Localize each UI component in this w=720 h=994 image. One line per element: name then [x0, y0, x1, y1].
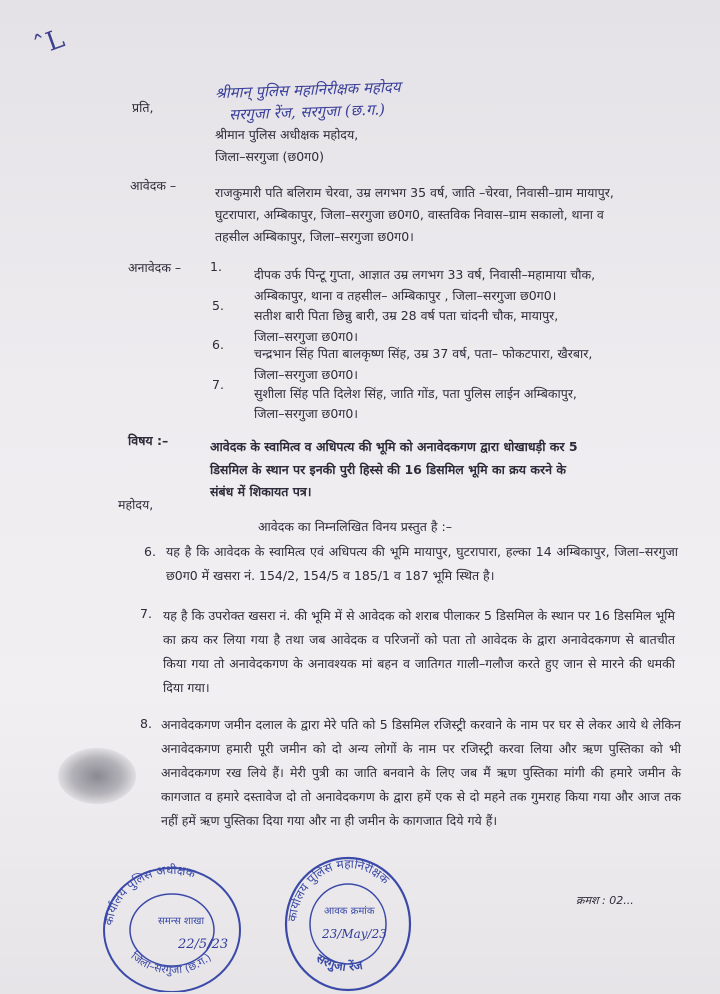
subject-label: विषय :–	[128, 433, 169, 448]
left-stamp-bottom-text: जिला–सरगुजा (छ.ग.)	[128, 949, 214, 977]
paragraph-text: अनावेदकगण जमीन दलाल के द्वारा मेरे पति को 5 डिसमिल रजिस्ट्री करवाने के नाम पर घर से लेकर आये थे लेकिन अनावेदकगण हमारी पूरी जमीन को दो अन्य लोगों के नाम पर रजिस्ट्री करवा लिया और ऋण पुस्तिका को भी अनावेदकगण रख लिये हैं। मेरी पुत्री का जाति बनवाने के लिए जब मैं ऋण पुस्तिका मांगी की हमारे जमीन के कागजात व हमारे दस्तावेज दो तो अनावेदकगण के द्वारा हमें एक से दो महने तक गुमराह किया गया और आज तक नहीं हमें ऋण पुस्तिका दिया गया और ना ही जमीन के कागजात दिये गये हैं।	[161, 717, 681, 828]
subject-line2: डिसमिल के स्थान पर इनकी पुरी हिस्से की 16 डिसमिल भूमि का क्रय करने के	[210, 462, 566, 477]
respondent-line: सतीश बारी पिता छिन्नु बारी, उम्र 28 वर्ष पता चांदनी चौक, मायापुर,	[254, 308, 559, 323]
intro-line: आवेदक का निम्नलिखित विनय प्रस्तुत है :–	[258, 519, 452, 534]
right-stamp-outer-text: कार्यालय पुलिस महानिरीक्षक	[284, 856, 393, 923]
right-stamp-bottom-text: सरगुजा रेंज	[313, 950, 364, 974]
left-stamp-date: 22/5/23	[178, 937, 229, 952]
paragraph-text: यह है कि उपरोक्त खसरा नं. की भूमि में से आवेदक को शराब पीलाकर 5 डिसमिल के स्थान पर 16 डिसमिल भूमि का क्रय कर लिया गया है तथा जब आवेदक व परिजनों को पता तो आवेदक के द्वारा अनावेदकगण से बातचीत किया गया तो अनावेदकगण के अनावश्यक मां बहन व जातिगत गाली–गलौज करते हुए जान से मारने की धमकी दिया गया।	[163, 608, 675, 695]
left-stamp-inner-text: समन्स शाखा	[158, 916, 205, 927]
subject-line3: संबंध में शिकायत पत्र।	[210, 484, 312, 499]
applicant-line1: राजकुमारी पति बलिराम चेरवा, उम्र लगभग 35 वर्ष, जाति –चेरवा, निवासी–ग्राम मायापुर,	[215, 185, 614, 200]
paragraph-num: 8.	[140, 716, 152, 731]
paragraph-num: 7.	[140, 606, 152, 621]
respondent-line: सुशीला सिंह पति दिलेश सिंह, जाति गोंड, पता पुलिस लाईन अम्बिकापुर,	[254, 386, 577, 401]
subject-line1: आवेदक के स्वामित्व व अधिपत्य की भूमि को अनावेदकगण द्वारा धोखाधड़ी कर 5	[210, 439, 578, 454]
salutation: महोदय,	[118, 497, 154, 512]
applicant-label: आवेदक –	[130, 178, 177, 193]
applicant-line2: घुटरापारा, अम्बिकापुर, जिला–सरगुजा छ0ग0, वास्तविक निवास–ग्राम सकालो, थाना व	[215, 207, 604, 222]
respondents-label: अनावेदक –	[128, 260, 182, 275]
respondent-line: जिला–सरगुजा छ0ग0।	[254, 406, 359, 421]
handwritten-addressee-line1: श्रीमान् पुलिस महानिरीक्षक महोदय	[214, 77, 401, 103]
respondent-num: 5.	[212, 298, 224, 313]
respondent-line: दीपक उर्फ पिन्टू गुप्ता, आज्ञात उम्र लगभग 33 वर्ष, निवासी–महामाया चौक,	[254, 267, 596, 282]
corner-handwriting: ˆL	[29, 23, 69, 63]
address-line2: जिला–सरगुजा (छ0ग0)	[215, 149, 325, 164]
prati-label: प्रति,	[132, 100, 154, 115]
respondent-line: चन्द्रभान सिंह पिता बालकृष्ण सिंह, उम्र 37 वर्ष, पता– फोकटपारा, खैरबार,	[254, 346, 593, 361]
paragraph-text: यह है कि आवेदक के स्वामित्व एवं अधिपत्य की भूमि मायापुर, घुटरापारा, हल्का 14 अम्बिकापुर, जिला–सरगुजा छ0ग0 में खसरा नं. 154/2, 154/5 व 185/1 व 187 भूमि स्थित है।	[166, 544, 678, 583]
left-office-stamp	[96, 852, 248, 992]
thumbprint	[58, 748, 136, 804]
right-stamp-inner-text: आवक क्रमांक	[324, 906, 375, 917]
respondent-num: 7.	[212, 377, 224, 392]
respondent-line: अम्बिकापुर, थाना व तहसील– अम्बिकापुर , जिला–सरगुजा छ0ग0।	[254, 288, 557, 303]
handwritten-addressee-line2: सरगुजा रेंज, सरगुजा (छ.ग.)	[228, 100, 386, 124]
applicant-line3: तहसील अम्बिकापुर, जिला–सरगुजा छ0ग0।	[215, 229, 414, 244]
right-stamp-date: 23/May/23	[322, 927, 387, 941]
respondent-line: जिला–सरगुजा छ0ग0।	[254, 367, 359, 382]
left-stamp-outer-text: कार्यालय पुलिस अधीक्षक	[101, 862, 197, 927]
respondent-num: 1.	[210, 259, 222, 274]
right-office-stamp	[278, 848, 418, 992]
respondent-num: 6.	[212, 337, 224, 352]
continued-footer: क्रमश : 02...	[576, 894, 634, 907]
respondent-line: जिला–सरगुजा छ0ग0।	[254, 329, 359, 344]
paragraph-num: 6.	[144, 544, 156, 559]
address-line1: श्रीमान पुलिस अधीक्षक महोदय,	[215, 127, 359, 142]
